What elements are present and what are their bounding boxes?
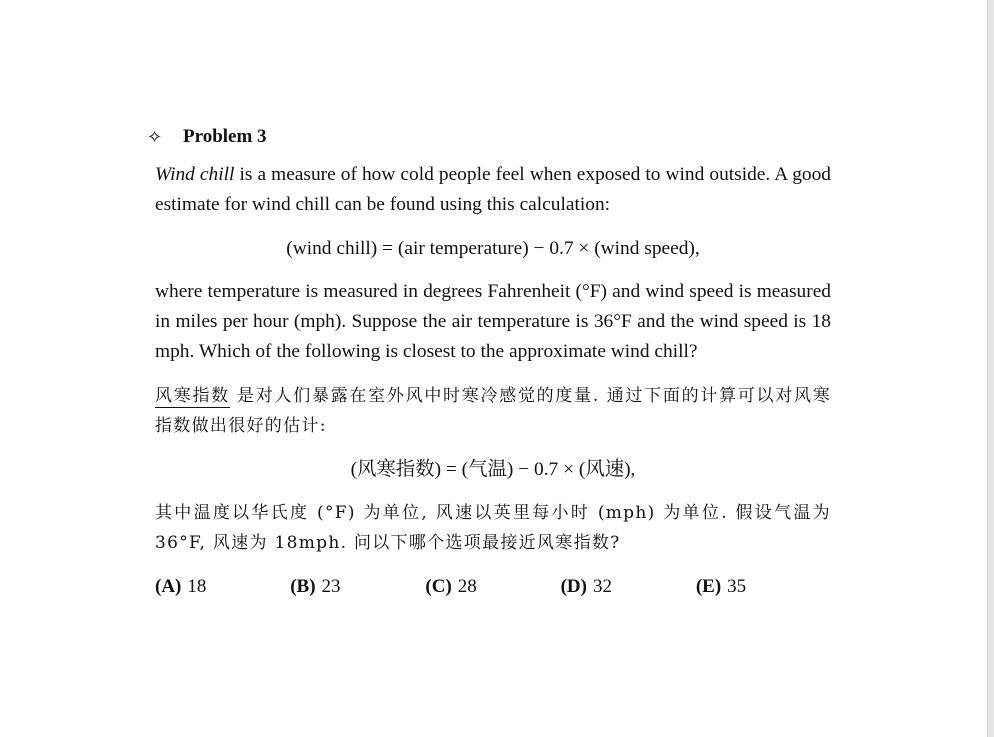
choice-value: 18	[187, 576, 207, 597]
chinese-question-paragraph: 其中温度以华氏度 (°F) 为单位, 风速以英里每小时 (mph) 为单位. 假设气温为 36°F, 风速为 18mph. 问以下哪个选项最接近风寒指数?	[155, 503, 831, 553]
choice-label: (A)	[155, 576, 182, 597]
problem-title: Problem 3	[183, 126, 267, 147]
english-intro-text: is a measure of how cold people feel when exposed to wind outside. A good estimate for wind chill can be found using this calculation:	[155, 164, 831, 215]
choice-d[interactable]	[561, 572, 696, 602]
choice-a[interactable]	[155, 572, 290, 602]
choice-value: 35	[727, 576, 747, 597]
english-question-paragraph: where temperature is measured in degrees Fahrenheit (°F) and wind speed is measured in miles per hour (mph). Suppose the air temperature is 36°F and the wind speed is 18 mph. Which of the following is closest to the approximate wind chill?	[155, 281, 831, 362]
choice-value: 32	[593, 576, 612, 597]
problem-page	[147, 118, 831, 602]
chinese-formula: (风寒指数) = (气温) − 0.7 × (风速),	[350, 459, 636, 480]
choice-label: (C)	[425, 576, 452, 597]
choice-label: (B)	[290, 576, 316, 597]
problem-heading	[147, 118, 831, 156]
choice-b[interactable]	[290, 572, 425, 602]
chinese-intro-paragraph	[155, 381, 831, 441]
choice-label: (E)	[695, 576, 722, 597]
choice-e[interactable]	[696, 572, 831, 602]
wind-chill-term: Wind chill	[155, 164, 235, 185]
choice-value: 28	[457, 576, 477, 597]
english-formula: (wind chill) = (air temperature) − 0.7 × (wind speed),	[286, 238, 700, 259]
star-icon: ✧	[147, 127, 163, 147]
english-intro-paragraph	[155, 160, 831, 220]
choice-label: (D)	[560, 576, 587, 597]
chinese-wind-chill-term: 风寒指数	[155, 386, 230, 406]
chinese-intro-text: 是对人们暴露在室外风中时寒冷感觉的度量. 通过下面的计算可以对风寒指数做出很好的估计:	[155, 386, 831, 436]
scrollbar-track[interactable]	[987, 0, 994, 737]
answer-choices	[155, 572, 831, 602]
choice-c[interactable]	[425, 572, 560, 602]
choice-value: 23	[321, 576, 341, 597]
